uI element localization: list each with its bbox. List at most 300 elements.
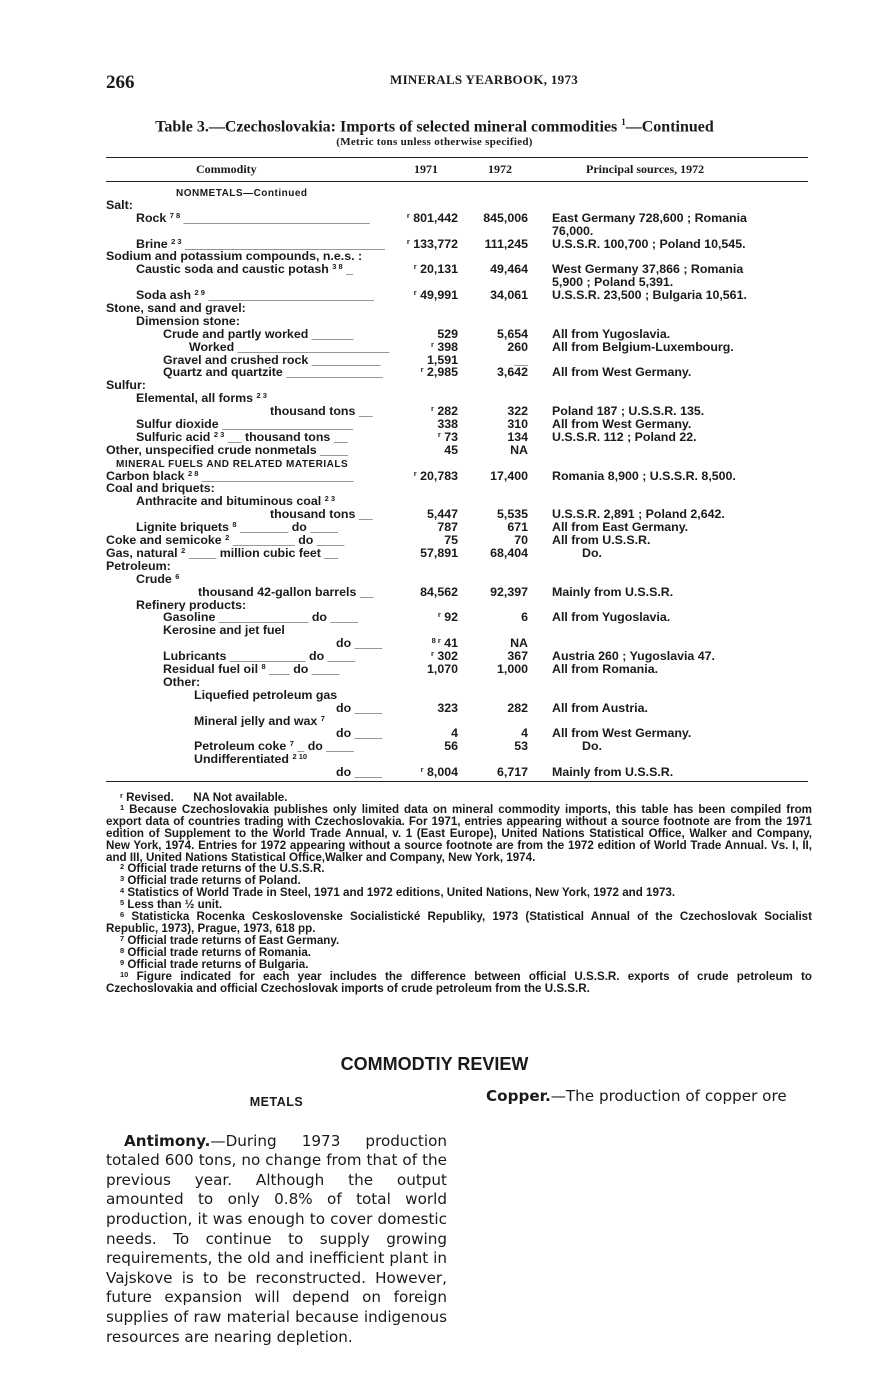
- footnote-number: 5: [120, 898, 125, 908]
- table-row: [0, 482, 869, 495]
- copper-lead: Copper.: [486, 1087, 551, 1105]
- value-1971-mark: r: [430, 650, 434, 659]
- footnote-number: 6: [120, 910, 125, 920]
- value-1972: 17,400: [490, 469, 528, 483]
- value-1971-text: 1,591: [426, 353, 458, 367]
- value-1971: [392, 289, 458, 302]
- value-1971-text: 75: [444, 534, 458, 547]
- row-label-footnote: 8: [261, 662, 266, 671]
- principal-sources: All from West Germany.: [552, 366, 692, 380]
- value-1972: 49,464: [490, 263, 528, 277]
- value-1971: [392, 238, 458, 251]
- footnote-number: 2: [120, 862, 125, 872]
- row-label-text: do: [336, 637, 352, 651]
- row-label-text: Sodium and potassium compounds, n.e.s. :: [106, 250, 363, 264]
- footnote-text: Official trade returns of the U.S.S.R.: [127, 862, 325, 876]
- value-1972: 282: [507, 701, 528, 715]
- row-label-footnote: 2 9: [194, 289, 205, 298]
- table-row: [0, 418, 869, 431]
- row-label-text: Coal and briquets:: [106, 482, 215, 496]
- row-label-text: Dimension stone:: [136, 314, 240, 328]
- row-label: [106, 495, 421, 508]
- table-row: [0, 225, 869, 238]
- page-number: 266: [106, 72, 135, 93]
- value-1971: [392, 341, 458, 354]
- footnote-number: 1: [120, 802, 125, 812]
- table-row: [0, 689, 869, 702]
- value-1972: NA: [510, 443, 528, 457]
- value-1972: 92,397: [490, 585, 528, 599]
- value-1971-text: 302: [437, 650, 458, 663]
- table-bottom-rule: [106, 781, 808, 782]
- value-1972: NA: [510, 637, 528, 651]
- column-header-commodity: Commodity: [196, 162, 257, 176]
- principal-sources: East Germany 728,600 ; Romania: [552, 211, 747, 225]
- table-row: [0, 637, 869, 650]
- row-label-footnote: 2 3: [171, 237, 182, 246]
- value-1971: [392, 444, 458, 457]
- value-1971-mark: r: [406, 237, 410, 246]
- row-label-text: NONMETALS—Continued: [176, 188, 308, 199]
- row-leader: ___________________________: [183, 211, 370, 225]
- principal-sources: All from East Germany.: [552, 521, 689, 535]
- row-label-text: Caustic soda and caustic potash: [136, 263, 329, 277]
- row-label-text: thousand 42-gallon barrels: [198, 585, 357, 599]
- row-label: [106, 302, 391, 315]
- value-1971: [392, 354, 458, 367]
- table-row: [0, 431, 869, 444]
- value-1971-text: 1,070: [426, 662, 458, 676]
- footnote-text: Official trade returns of Poland.: [127, 874, 301, 888]
- value-1971-mark: r: [437, 611, 441, 620]
- row-label-text: Refinery products:: [136, 598, 247, 612]
- row-label: [106, 676, 448, 689]
- value-1971-text: 92: [444, 611, 458, 625]
- table-row: [0, 624, 869, 637]
- table-row: [0, 315, 869, 328]
- row-label: [106, 753, 479, 766]
- value-1971: [392, 431, 458, 444]
- value-1972: 34,061: [490, 289, 528, 303]
- table-row: [0, 753, 869, 766]
- value-1971: [392, 702, 458, 715]
- row-label: [106, 379, 391, 392]
- running-head: MINERALS YEARBOOK, 1973: [390, 72, 579, 87]
- row-leader: ___ do ____: [269, 662, 340, 676]
- row-label: [106, 689, 479, 702]
- row-label-text: Other, unspecified crude nonmetals: [106, 443, 317, 457]
- value-1971-text: 45: [444, 443, 458, 457]
- table-top-rule: [106, 157, 808, 158]
- value-1971: [392, 766, 458, 779]
- column-header-1972: 1972: [488, 162, 512, 176]
- table-row: [0, 366, 869, 379]
- footnote-text: Official trade returns of Romania.: [127, 945, 312, 959]
- value-1971-text: 56: [444, 740, 458, 754]
- table-title-text: Table 3.—Czechoslovakia: Imports of selected mineral commodities: [155, 118, 618, 136]
- row-label: [106, 560, 391, 573]
- value-1971: [392, 650, 458, 663]
- value-1972: 6,717: [496, 766, 528, 779]
- row-leader: __________: [311, 353, 381, 367]
- table-header-rule: [106, 181, 808, 182]
- row-label-footnote: 7: [289, 740, 294, 749]
- row-label-text: Rock: [136, 211, 167, 225]
- row-label-text: Kerosine and jet fuel: [163, 624, 285, 638]
- table-row: [0, 740, 869, 753]
- row-label-footnote: 7 8: [169, 211, 181, 220]
- row-leader: _ do ____: [297, 740, 354, 754]
- row-label: [106, 573, 421, 586]
- value-1971: [392, 521, 458, 534]
- row-label: [106, 599, 421, 612]
- footnote-6: [106, 911, 812, 935]
- principal-sources: U.S.S.R. 2,891 ; Poland 2,642.: [552, 508, 725, 522]
- row-label-footnote: 2: [225, 534, 230, 543]
- row-leader: __: [359, 585, 374, 599]
- table-title-footnote: 1: [621, 117, 626, 127]
- footnote-number: 9: [120, 957, 125, 967]
- value-1971: [392, 470, 458, 483]
- row-label-text: Anthracite and bituminous coal: [136, 495, 322, 509]
- value-1972: 68,404: [490, 546, 528, 560]
- principal-sources: 76,000.: [552, 224, 594, 238]
- table-row: [0, 379, 869, 392]
- value-1971-mark: r: [420, 766, 424, 775]
- table-row: [0, 715, 869, 728]
- principal-sources: All from Belgium-Luxembourg.: [552, 340, 734, 354]
- row-label-footnote: 2 10: [292, 753, 308, 762]
- footnote-number: 7: [120, 933, 125, 943]
- value-1971-mark: 8 r: [431, 637, 441, 646]
- footnotes: [106, 792, 812, 994]
- footnote-text: Official trade returns of Bulgaria.: [127, 957, 309, 971]
- row-leader: _______ do ____: [240, 521, 338, 535]
- value-1972: 5,535: [496, 508, 528, 522]
- value-1971: [392, 534, 458, 547]
- principal-sources: Do.: [582, 546, 602, 560]
- value-1972: 70: [514, 534, 528, 547]
- table-row: [0, 534, 869, 547]
- value-1971-text: 2,985: [426, 366, 458, 380]
- row-label: [106, 238, 421, 251]
- row-leader: ____: [354, 701, 383, 715]
- value-1971: [392, 405, 458, 418]
- row-label: [106, 547, 391, 560]
- row-label: [106, 521, 421, 534]
- value-1972: 6: [521, 611, 528, 625]
- table-row: [0, 702, 869, 715]
- row-label-text: Lignite briquets: [136, 521, 229, 535]
- antimony-lead: Antimony.: [124, 1131, 211, 1150]
- footnote-text: Because Czechoslovakia publishes only limited data on mineral commodity imports, this table has been compiled from export data of countries trading with Czechoslovakia. For 1971, entries appearing without a source footnote are from the 1971 edition of Supplement to the World Trade Annual, v. 1 (East Europe), United Nations Statistical Office, Walker and Company, New York, 1974. Entries for 1972 appearing without a source footnote are from the 1972 edition of World Trade Annual. Vs. I, II, and III, United Nations Statistical Office,Walker and Company, New York, 1974.: [106, 802, 812, 864]
- row-leader: __: [358, 508, 373, 522]
- value-1971: [392, 727, 458, 740]
- row-leader: ___________________: [222, 418, 353, 431]
- footnote-na: NA Not available.: [193, 791, 288, 804]
- row-label-text: Sulfuric acid: [136, 430, 211, 444]
- footnote-text: Statistics of World Trade in Steel, 1971 and 1972 editions, United Nations, New York, 1972 and 1973.: [127, 886, 676, 900]
- value-1971-text: 282: [437, 405, 458, 419]
- row-label-text: Brine: [136, 237, 168, 251]
- value-1971-text: 801,442: [413, 211, 458, 225]
- value-1971-text: 133,772: [413, 237, 458, 251]
- row-label-text: Undifferentiated: [194, 753, 289, 767]
- table-row: [0, 341, 869, 354]
- table-row: [0, 521, 869, 534]
- row-label: [106, 199, 391, 212]
- row-label-text: Mineral jelly and wax: [194, 714, 318, 728]
- value-1971-mark: r: [430, 405, 434, 414]
- row-label: [106, 766, 621, 779]
- text-column-left: [106, 1087, 447, 1347]
- footnote-10: [106, 971, 812, 995]
- row-leader: ____: [354, 766, 383, 779]
- value-1971-mark: r: [413, 289, 417, 298]
- table-title-suffix: —Continued: [625, 118, 714, 136]
- row-label-text: Sulfur dioxide: [136, 418, 219, 431]
- principal-sources: U.S.S.R. 112 ; Poland 22.: [552, 430, 697, 444]
- row-label-text: Stone, sand and gravel:: [106, 302, 246, 315]
- footnote-1: [106, 804, 812, 864]
- row-label-text: Gas, natural: [106, 546, 178, 560]
- row-label-text: do: [336, 727, 352, 741]
- imports-table: [0, 186, 869, 779]
- value-1971-mark: r: [437, 430, 441, 439]
- value-1971-text: 73: [444, 430, 458, 444]
- row-label: [106, 534, 391, 547]
- value-1971-text: 787: [437, 521, 458, 535]
- row-leader: _____________ do ____: [218, 611, 358, 625]
- principal-sources: Romania 8,900 ; U.S.S.R. 8,500.: [552, 469, 736, 483]
- antimony-text: —During 1973 production totaled 600 tons, no change from that of the previous year. Although the output amounted to only 0.8% of total world production, it was enough to cover domestic needs. To continue to supply growing requirements, the old and inefficient plant in Vajskove is to be reconstructed. However, future expansion will depend on foreign supplies of raw material because indigenous resources are nearing depletion.: [106, 1131, 447, 1346]
- footnote-number: 3: [120, 874, 125, 884]
- row-label: [106, 212, 421, 225]
- value-1972: 3,642: [496, 366, 528, 380]
- row-label: [106, 702, 621, 715]
- table-row: [0, 547, 869, 560]
- row-label-footnote: 3 8: [332, 263, 343, 272]
- row-label: [106, 482, 391, 495]
- footnote-text: Less than ½ unit.: [127, 898, 223, 912]
- principal-sources: Austria 260 ; Yugoslavia 47.: [552, 650, 715, 663]
- value-1971: [392, 508, 458, 521]
- row-leader: ________________________: [208, 289, 374, 303]
- row-label-text: Worked: [189, 340, 235, 354]
- principal-sources: All from Yugoslavia.: [552, 611, 671, 625]
- row-label-text: do: [336, 766, 352, 779]
- value-1971: [392, 740, 458, 753]
- value-1971-mark: r: [430, 340, 434, 349]
- footnote-list: [106, 804, 812, 995]
- table-row: [0, 199, 869, 212]
- value-1971-text: 338: [437, 418, 458, 431]
- value-1971-text: 323: [437, 701, 458, 715]
- value-1971-text: 57,891: [420, 546, 458, 560]
- table-subtitle: (Metric tons unless otherwise specified): [336, 136, 533, 148]
- row-label-footnote: 2: [181, 546, 186, 555]
- table-row: [0, 611, 869, 624]
- row-label-footnote: 2 8: [187, 469, 199, 478]
- value-1971-mark: r: [406, 211, 410, 220]
- table-row: [0, 573, 869, 586]
- value-1971: [392, 328, 458, 341]
- footnote-number: 4: [120, 886, 125, 896]
- row-label: [106, 418, 421, 431]
- table-row: [0, 766, 869, 779]
- row-label: [106, 715, 479, 728]
- row-label: [106, 444, 391, 457]
- value-1972: 111,245: [484, 237, 528, 251]
- row-label-footnote: 7: [320, 714, 325, 723]
- value-1971-text: 49,991: [420, 289, 458, 303]
- text-column-right: [468, 1087, 809, 1107]
- value-1972: 671: [507, 521, 528, 535]
- table-row: [0, 495, 869, 508]
- value-1971: [392, 637, 458, 650]
- row-label: [106, 637, 621, 650]
- section-title: COMMODTIY REVIEW: [340, 1054, 529, 1074]
- value-1971: [392, 663, 458, 676]
- footnote-text: Official trade returns of East Germany.: [127, 933, 340, 947]
- row-label-text: Coke and semicoke: [106, 534, 222, 547]
- value-1972: 5,654: [496, 327, 528, 341]
- row-leader: ____: [320, 443, 348, 457]
- column-header-1971: 1971: [414, 162, 438, 176]
- principal-sources: All from U.S.S.R.: [552, 534, 651, 547]
- principal-sources: Mainly from U.S.S.R.: [552, 766, 674, 779]
- antimony-paragraph: [106, 1132, 447, 1348]
- value-1971-text: 84,562: [420, 585, 458, 599]
- table-row: [0, 650, 869, 663]
- row-label: [106, 431, 421, 444]
- row-label-text: Gasoline: [163, 611, 216, 625]
- row-label-text: Crude: [136, 572, 172, 586]
- principal-sources: All from Romania.: [552, 662, 659, 676]
- row-label: [106, 727, 621, 740]
- value-1972: 260: [507, 340, 528, 354]
- table-row: [0, 186, 869, 199]
- footnote-revised: Revised.: [126, 791, 174, 804]
- table-row: [0, 263, 869, 276]
- row-label-text: thousand tons: [270, 405, 356, 419]
- value-1972: 367: [507, 650, 528, 663]
- footnote-text: Statisticka Rocenka Ceskoslovenske Socialistické Republiky, 1973 (Statistical Annual of the Czechoslovak Socialist Republic, 1973), Prague, 1973, 618 pp.: [106, 910, 812, 935]
- row-label-text: do: [336, 701, 352, 715]
- subsection-heading: METALS: [249, 1095, 304, 1109]
- principal-sources: All from West Germany.: [552, 727, 692, 741]
- principal-sources: West Germany 37,866 ; Romania: [552, 263, 744, 277]
- row-label-text: Other:: [163, 675, 201, 689]
- row-label-text: Gravel and crushed rock: [163, 353, 309, 367]
- table-row: [0, 392, 869, 405]
- copper-paragraph: [468, 1087, 809, 1107]
- row-label: [106, 624, 448, 637]
- value-1971-text: 529: [437, 327, 458, 341]
- row-label-text: Soda ash: [136, 289, 192, 303]
- footnote-text: Figure indicated for each year includes the difference between official U.S.S.R. exports of crude petroleum to Czechoslovakia and official Czechoslovak imports of crude petroleum from the U.S.S.R.: [106, 969, 812, 995]
- row-leader: ______________: [286, 366, 383, 380]
- footnote-number: 10: [120, 969, 129, 979]
- row-label: [106, 315, 421, 328]
- value-1972: 53: [514, 740, 528, 754]
- row-label-footnote: 6: [175, 572, 180, 581]
- value-1971-text: 20,783: [420, 469, 458, 483]
- row-label-text: Quartz and quartzite: [163, 366, 283, 380]
- table-row: [0, 405, 869, 418]
- row-label-text: Liquefied petroleum gas: [194, 688, 338, 702]
- value-1971-text: 8,004: [426, 766, 458, 779]
- row-leader: ___________ do ____: [229, 650, 356, 663]
- principal-sources: U.S.S.R. 23,500 ; Bulgaria 10,561.: [552, 289, 747, 303]
- value-1971: [392, 366, 458, 379]
- principal-sources: Poland 187 ; U.S.S.R. 135.: [552, 405, 705, 419]
- row-label-text: Petroleum coke: [194, 740, 287, 754]
- row-label: [106, 392, 421, 405]
- table-row: [0, 302, 869, 315]
- value-1972: 322: [507, 405, 528, 419]
- principal-sources: U.S.S.R. 100,700 ; Poland 10,545.: [552, 237, 746, 251]
- table-row: [0, 457, 869, 470]
- value-1971: [392, 418, 458, 431]
- table-row: [0, 560, 869, 573]
- row-leader: _____________________________: [185, 237, 385, 251]
- row-leader: __ thousand tons __: [227, 430, 348, 444]
- table-row: [0, 212, 869, 225]
- revised-mark: r: [120, 791, 123, 800]
- value-1971: [392, 611, 458, 624]
- row-label-footnote: 8: [232, 521, 237, 530]
- footnote-number: 8: [120, 945, 125, 955]
- value-1971-text: 5,447: [426, 508, 458, 522]
- table-row: [0, 289, 869, 302]
- table-row: [0, 444, 869, 457]
- table-row: [0, 276, 869, 289]
- value-1971-text: 20,131: [420, 263, 458, 277]
- row-leader: _: [346, 263, 354, 277]
- table-row: [0, 586, 869, 599]
- value-1972: 845,006: [483, 211, 528, 225]
- table-row: [0, 663, 869, 676]
- value-1972: __: [514, 353, 528, 367]
- value-1972: 1,000: [496, 662, 528, 676]
- row-label-text: Elemental, all forms: [136, 392, 254, 406]
- value-1972: 310: [507, 418, 528, 431]
- table-row: [0, 599, 869, 612]
- principal-sources: Mainly from U.S.S.R.: [552, 585, 674, 599]
- row-label-text: thousand tons: [270, 508, 356, 522]
- table-title: [0, 117, 869, 136]
- table-row: [0, 470, 869, 483]
- table-row: [0, 250, 869, 263]
- value-1971-mark: r: [413, 263, 417, 272]
- value-1971: [392, 586, 458, 599]
- row-leader: ____: [354, 637, 383, 651]
- row-label: [106, 470, 391, 483]
- row-label-text: MINERAL FUELS AND RELATED MATERIALS: [116, 458, 349, 470]
- value-1971-text: 41: [444, 637, 458, 651]
- row-leader: __: [358, 405, 373, 419]
- copper-text: —The production of copper ore: [550, 1087, 787, 1105]
- value-1972: 4: [521, 727, 528, 741]
- row-leader: ______: [311, 327, 354, 341]
- row-label: [106, 289, 421, 302]
- value-1971: [392, 263, 458, 276]
- table-row: [0, 676, 869, 689]
- principal-sources: 5,900 ; Poland 5,391.: [552, 276, 674, 290]
- value-1971-mark: r: [413, 469, 417, 478]
- table-row: [0, 238, 869, 251]
